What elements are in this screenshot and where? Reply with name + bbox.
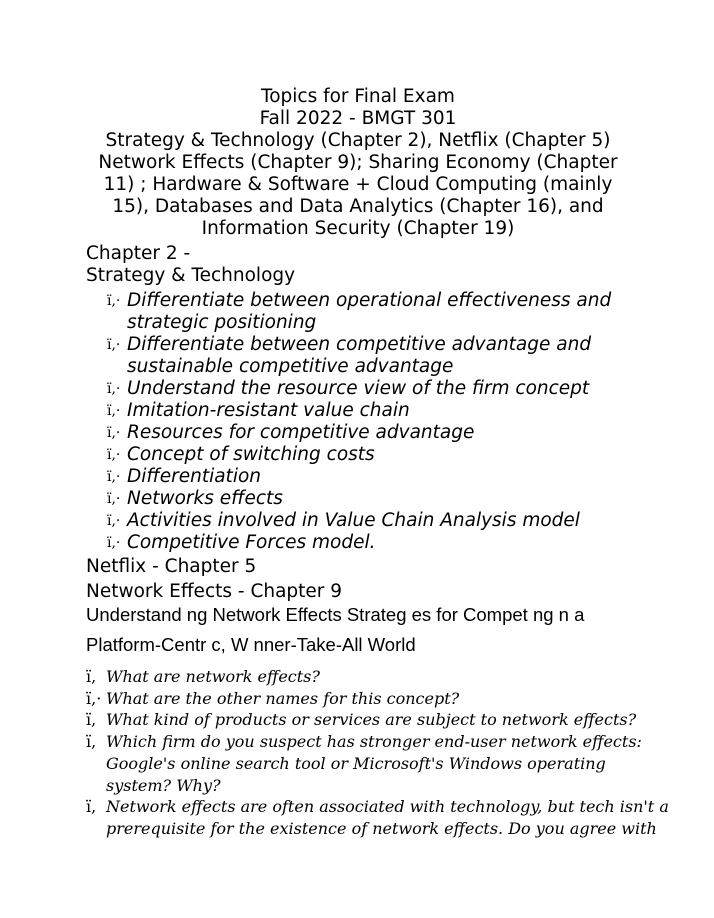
chapter2-heading-line2: Strategy & Technology (86, 265, 296, 286)
netflix-heading: Netflix - Chapter 5 (86, 556, 257, 577)
chapter2-bullet (107, 334, 667, 378)
bullet-text: sustainable competitive advantage (127, 356, 454, 377)
bullet-marker: ï,· (86, 689, 102, 708)
question-text: What kind of products or services are subject to network effects? (106, 710, 637, 729)
title-line: Fall 2022 - BMGT 301 (259, 108, 457, 129)
chapter2-bullet (107, 510, 667, 532)
chapter2-bullet (107, 466, 667, 488)
title-line: Strategy & Technology (Chapter 2), Netflix (Chapter 5) (105, 130, 611, 151)
bullet-text: Concept of switching costs (127, 444, 375, 465)
chapter2-bullet (107, 444, 667, 466)
bullet-text: Imitation-resistant value chain (127, 400, 410, 421)
bullet-marker: ï, (86, 797, 97, 816)
bullet-marker: ï, (86, 710, 97, 729)
bullet-marker: ï,· (107, 469, 121, 485)
chapter2-bullet (107, 378, 667, 400)
bullet-marker: ï,· (107, 513, 121, 529)
bullet-text: Competitive Forces model. (127, 532, 376, 553)
bullet-marker: ï,· (107, 381, 121, 397)
question-text: What are network effects? (106, 667, 320, 686)
question-item (86, 731, 642, 797)
bullet-marker: ï,· (107, 337, 121, 353)
bullet-text: Differentiation (127, 466, 261, 487)
question-text: system? Why? (106, 776, 221, 795)
bullet-text: Networks effects (127, 488, 283, 509)
bullet-marker: ï,· (107, 447, 121, 463)
bullet-text: Understand the resource view of the firm concept (127, 378, 590, 399)
chapter2-bullet (107, 400, 667, 422)
bullet-marker: ï,· (107, 425, 121, 441)
document-title-block (88, 86, 628, 240)
question-text: Google's online search tool or Microsoft's Windows operating (106, 754, 606, 773)
bullet-marker: ï,· (107, 293, 121, 309)
bullet-text: Differentiate between competitive advantage and (127, 334, 592, 355)
question-item (86, 709, 637, 731)
question-item (86, 688, 634, 710)
bullet-marker: ï,· (107, 403, 121, 419)
bullet-text: strategic positioning (127, 312, 317, 333)
bullet-marker: ï,· (107, 535, 121, 551)
title-line: Topics for Final Exam (261, 86, 455, 107)
bullet-text: Resources for competitive advantage (127, 422, 475, 443)
chapter9-subtitle-line2: Platform-Centr c, W nner-Take-All World (86, 634, 416, 655)
bullet-marker: ï,· (107, 491, 121, 507)
chapter2-bullet (107, 422, 667, 444)
chapter2-bullet (107, 488, 667, 510)
title-line: Network Effects (Chapter 9); Sharing Economy (Chapter (98, 152, 618, 173)
question-item (86, 666, 634, 688)
chapter2-bullet (107, 290, 667, 334)
title-line: 11) ; Hardware & Software + Cloud Computing (mainly (103, 174, 613, 195)
question-item (86, 796, 669, 840)
question-text: prerequisite for the existence of network effects. Do you agree with (106, 819, 657, 838)
bullet-text: Differentiate between operational effectiveness and (127, 290, 612, 311)
chapter9-subtitle-line1: Understand ng Network Effects Strateg es for Compet ng n a (86, 604, 585, 625)
chapter2-bullet (107, 532, 667, 554)
question-text: What are the other names for this concept? (106, 689, 460, 708)
title-line: Information Security (Chapter 19) (201, 218, 515, 239)
title-line: 15), Databases and Data Analytics (Chapter 16), and (112, 196, 604, 217)
question-text: Which firm do you suspect has stronger end-user network effects: (106, 732, 642, 751)
chapter9-heading: Network Effects - Chapter 9 (86, 581, 343, 602)
bullet-text: Activities involved in Value Chain Analysis model (127, 510, 580, 531)
bullet-marker: ï, (86, 732, 97, 751)
question-text: Network effects are often associated with technology, but tech isn't a (106, 797, 669, 816)
bullet-marker: ï, (86, 667, 97, 686)
chapter2-heading-line1: Chapter 2 - (86, 243, 191, 264)
